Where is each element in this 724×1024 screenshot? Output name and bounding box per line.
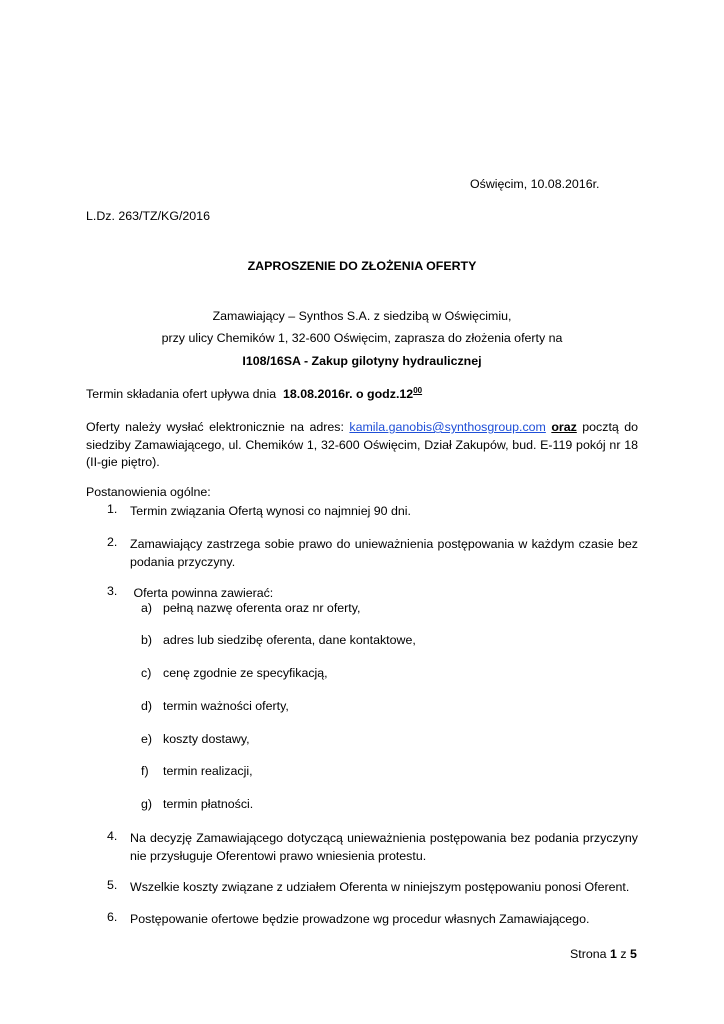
item-number: 2. — [107, 535, 118, 549]
intro-line-1: Zamawiający – Synthos S.A. z siedzibą w Oświęcimiu, — [212, 309, 512, 323]
intro-line-2: przy ulicy Chemików 1, 32-600 Oświęcim, zaprasza do złożenia oferty na — [161, 331, 563, 345]
deadline-label: Termin składania ofert upływa dnia — [86, 387, 277, 402]
subitem: termin ważności oferty, — [163, 699, 289, 713]
list-item: Postępowanie ofertowe będzie prowadzone wg procedur własnych Zamawiającego. — [130, 912, 590, 926]
page-of: z — [620, 947, 627, 961]
subitem: adres lub siedzibę oferenta, dane kontaktowe, — [163, 633, 416, 647]
subitem-letter: c) — [141, 666, 152, 680]
subitem-letter: e) — [141, 732, 153, 746]
page-current: 1 — [609, 947, 617, 961]
deadline-minutes: 00 — [413, 386, 423, 395]
item-number: 5. — [107, 878, 118, 892]
subitem: koszty dostawy, — [163, 732, 250, 746]
conjunction: oraz — [551, 420, 577, 434]
item-number: 4. — [107, 829, 118, 843]
page-number — [570, 947, 637, 961]
page-total: 5 — [629, 947, 637, 961]
subitem: termin realizacji, — [163, 764, 253, 778]
submission-address: pocztą do siedziby Zamawiającego, ul. Chemików 1, 32-600 Oświęcim, Dział Zakupów, bud. E-119 pokój nr 18 (II-gie piętro). — [86, 420, 638, 469]
email-link[interactable]: kamila.ganobis@synthosgroup.com — [349, 420, 546, 434]
tender-subject: I108/16SA - Zakup gilotyny hydraulicznej — [242, 354, 482, 368]
deadline-value: 18.08.2016r. o godz.12 — [283, 387, 414, 402]
subitem: termin płatności. — [163, 797, 254, 811]
subitem-letter: d) — [141, 699, 153, 713]
subitem-letter: f) — [141, 764, 149, 778]
subitem-letter: a) — [141, 601, 153, 615]
item-number: 1. — [107, 502, 118, 516]
subitem-letter: b) — [141, 633, 153, 647]
subitem-letter: g) — [141, 797, 153, 811]
list-item: Zamawiający zastrzega sobie prawo do unieważnienia postępowania w każdym czasie bez podania przyczyny. — [130, 537, 638, 569]
item-number: 3. — [107, 584, 118, 598]
list-item: Wszelkie koszty związane z udziałem Oferenta w niniejszym postępowaniu ponosi Oferent. — [130, 880, 630, 894]
reference-number: L.Dz. 263/TZ/KG/2016 — [86, 209, 210, 223]
page-label: Strona — [570, 947, 607, 961]
item-number: 6. — [107, 910, 118, 924]
submission-paragraph — [86, 419, 638, 472]
list-item: Oferta powinna zawierać: — [130, 586, 274, 600]
deadline-line — [86, 386, 422, 401]
list-item: Termin związania Ofertą wynosi co najmniej 90 dni. — [130, 504, 411, 518]
submission-intro: Oferty należy wysłać elektronicznie na adres: — [86, 420, 344, 434]
general-heading: Postanowienia ogólne: — [86, 485, 211, 499]
list-item: Na decyzję Zamawiającego dotyczącą unieważnienia postępowania bez podania przyczyny nie przysługuje Oferentowi prawo wniesienia protestu. — [130, 831, 638, 863]
subitem: cenę zgodnie ze specyfikacją, — [163, 666, 328, 680]
document-date: Oświęcim, 10.08.2016r. — [470, 177, 600, 191]
subitem: pełną nazwę oferenta oraz nr oferty, — [163, 601, 361, 615]
document-title: ZAPROSZENIE DO ZŁOŻENIA OFERTY — [247, 259, 477, 273]
